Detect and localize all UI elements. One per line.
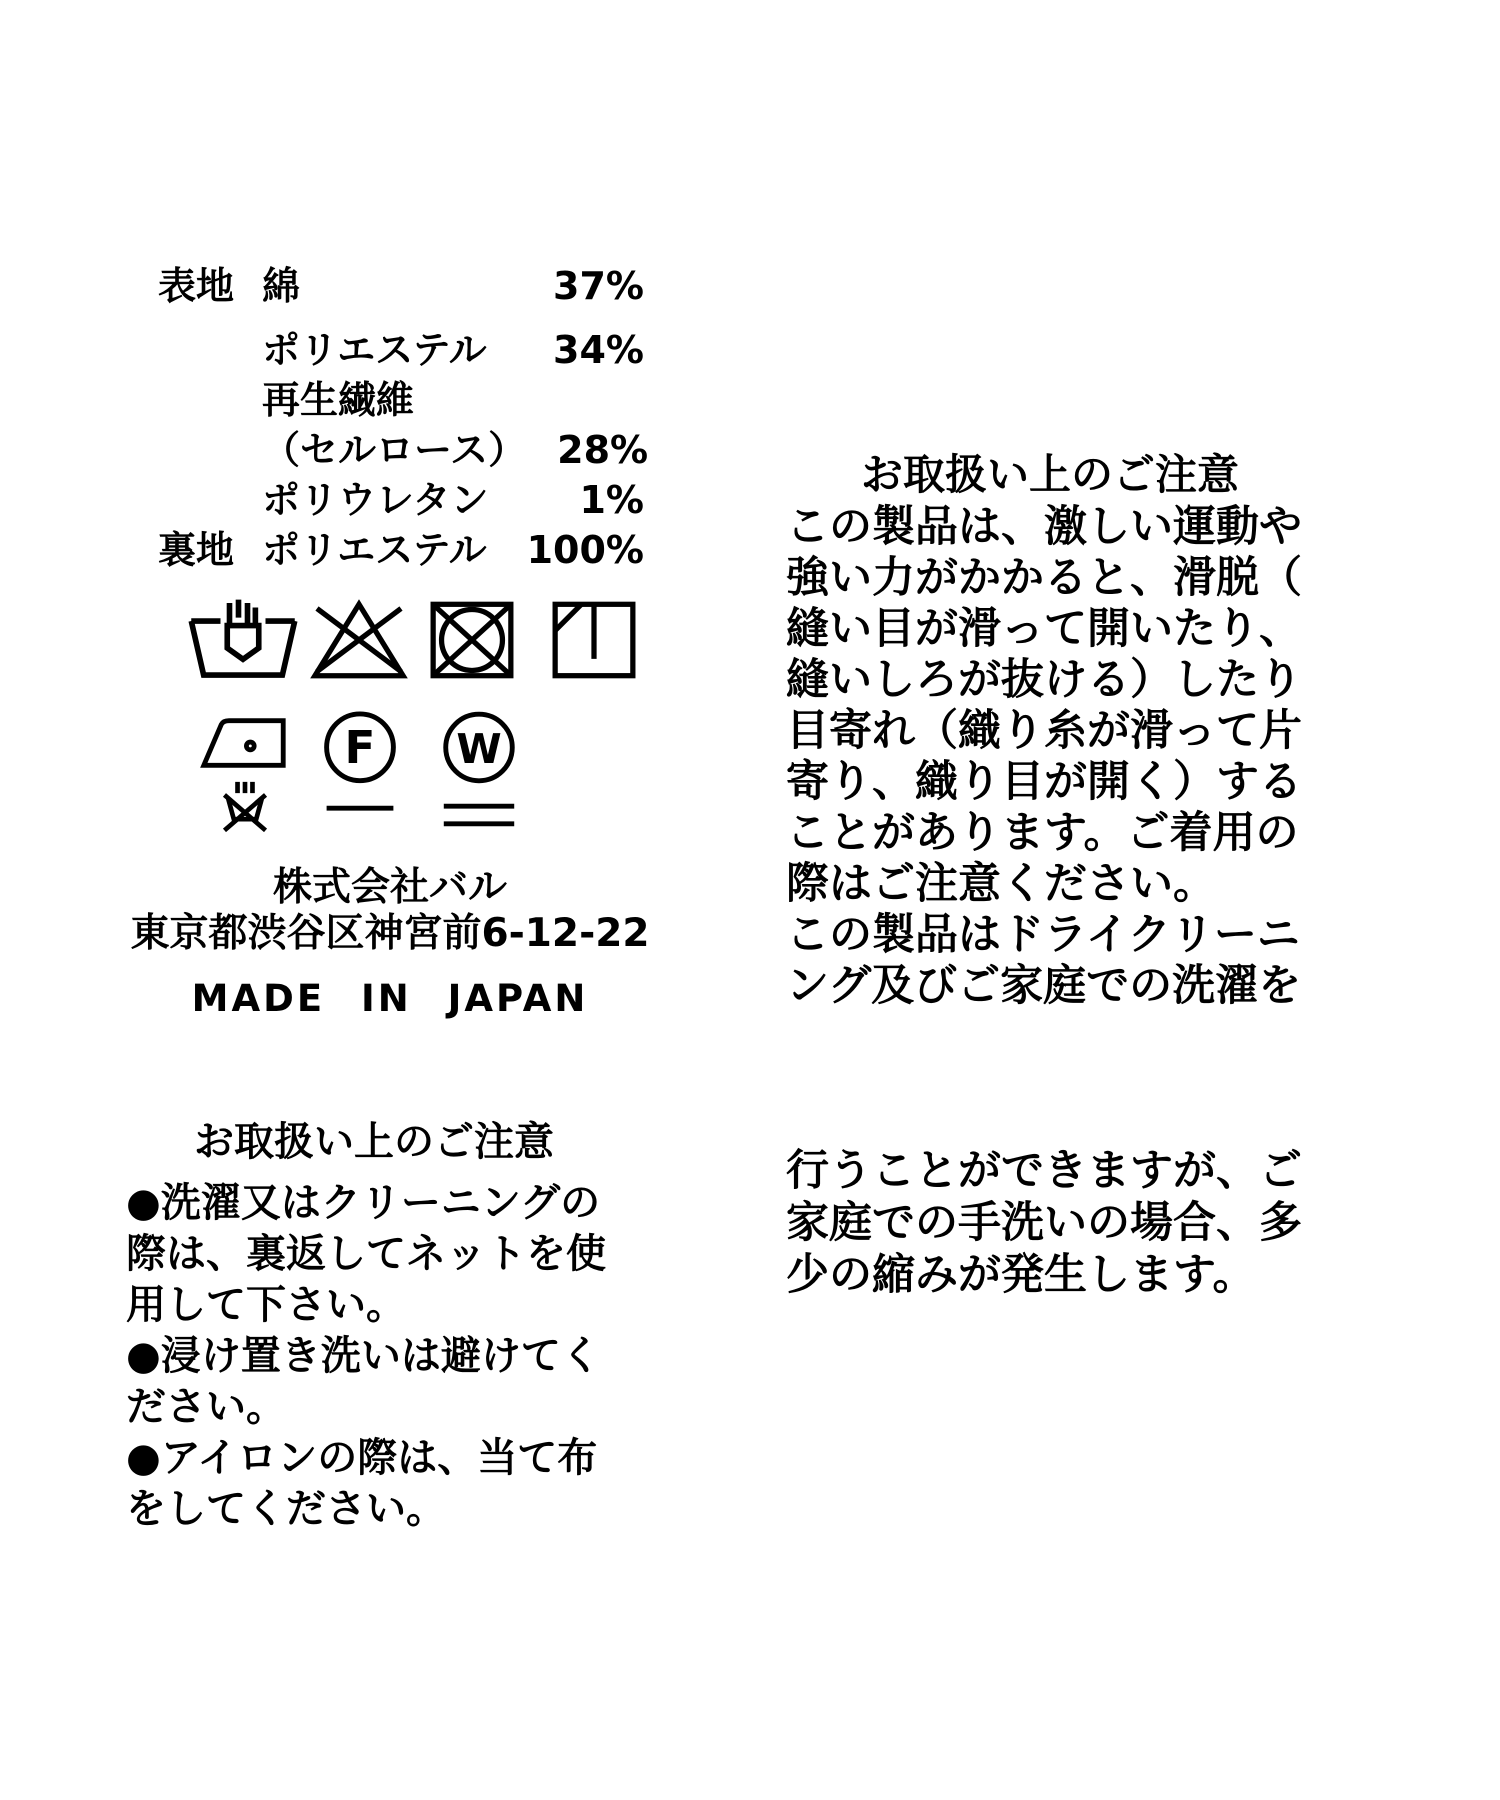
- do-not-bleach-icon: [306, 598, 412, 682]
- fabric-percent: [522, 376, 644, 424]
- note-line: 寄り、織り目が開く）する: [786, 757, 1302, 807]
- note-line: ●浸け置き洗いは避けてく: [126, 1333, 601, 1379]
- note-line: 強い力がかかると、滑脱（: [786, 553, 1302, 603]
- note-line: ング及びご家庭での洗濯を: [786, 961, 1302, 1011]
- fabric-material: ポリウレタン: [262, 478, 489, 522]
- fabric-part-label: [158, 476, 262, 524]
- note-line: 際は、裏返してネットを使: [126, 1231, 606, 1277]
- line-dry-in-shade-icon: [546, 598, 642, 682]
- note-line: 縫い目が滑って開いたり、: [786, 604, 1302, 654]
- composition-row: [158, 376, 644, 424]
- fabric-percent: 100%: [526, 528, 644, 572]
- fabric-percent: 34%: [553, 328, 644, 372]
- note-line: 縫いしろが抜ける）したり: [786, 655, 1302, 705]
- handling-note-right: [786, 448, 1314, 1012]
- fabric-material: 再生繊維: [262, 378, 415, 422]
- manufacturer-block: [128, 866, 652, 1020]
- dry-clean-letter: F: [344, 721, 376, 774]
- fabric-composition: [158, 262, 649, 576]
- note-line: 行うことができますが、ご: [786, 1146, 1302, 1196]
- note-line: 家庭での手洗いの場合、多: [786, 1198, 1302, 1248]
- composition-row: [158, 426, 649, 474]
- note-line: ことがあります。ご着用の: [786, 808, 1299, 858]
- note-line: 際はご注意ください。: [786, 859, 1216, 909]
- handling-note-left: [126, 1116, 622, 1535]
- note-line: ●洗濯又はクリーニングの: [126, 1180, 601, 1226]
- company-name: 株式会社バル: [272, 865, 507, 910]
- fabric-percent: 28%: [557, 428, 649, 472]
- fabric-material: ポリエステル: [262, 328, 487, 372]
- composition-row: [158, 526, 644, 574]
- fabric-part-label: 表地: [158, 264, 235, 308]
- dry-clean-petroleum-mild-icon: [314, 708, 406, 818]
- fabric-part-label: [158, 376, 262, 424]
- wet-clean-letter: W: [456, 725, 502, 774]
- note-line: ださい。: [126, 1384, 286, 1430]
- handling-note-heading: お取扱い上のご注意: [860, 450, 1239, 499]
- fabric-part-label: [158, 426, 262, 474]
- composition-row: [158, 326, 644, 374]
- fabric-material: （セルロース）: [262, 428, 527, 472]
- note-line: をしてください。: [126, 1486, 446, 1532]
- note-line: 目寄れ（織り糸が滑って片: [786, 706, 1302, 756]
- fabric-material: 綿: [262, 264, 301, 308]
- no-steam-icon: [216, 780, 274, 836]
- fabric-material: ポリエステル: [262, 528, 487, 572]
- country-of-origin: MADE IN JAPAN: [191, 977, 589, 1020]
- handling-note-right-continued: [786, 1145, 1314, 1301]
- fabric-percent: 37%: [553, 264, 644, 308]
- note-line: この製品は、激しい運動や: [786, 502, 1302, 552]
- composition-row: [158, 262, 644, 310]
- note-line: 用して下さい。: [126, 1282, 406, 1328]
- fabric-percent: 1%: [579, 478, 644, 522]
- note-line: この製品はドライクリーニ: [786, 910, 1300, 960]
- note-line: 少の縮みが発生します。: [786, 1250, 1256, 1300]
- hand-wash-icon: [186, 594, 300, 684]
- composition-row: [158, 476, 644, 524]
- do-not-tumble-dry-icon: [424, 598, 520, 682]
- handling-note-heading: お取扱い上のご注意: [194, 1119, 554, 1165]
- wet-clean-very-mild-icon: [434, 708, 524, 832]
- iron-low-heat-icon: [198, 708, 290, 778]
- company-address: 東京都渋谷区神宮前6-12-22: [130, 911, 650, 956]
- note-line: ●アイロンの際は、当て布: [126, 1435, 598, 1481]
- fabric-part-label: [158, 326, 262, 374]
- fabric-part-label: 裏地: [158, 528, 235, 572]
